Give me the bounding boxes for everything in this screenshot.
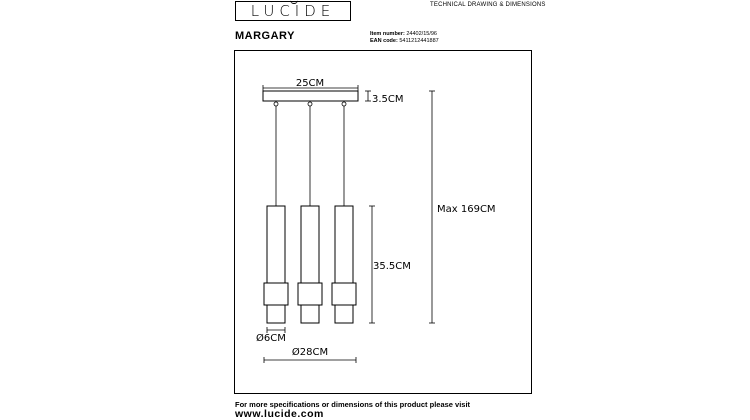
pendant-lamp-left	[264, 206, 288, 323]
brand-logo-text: LUCIDE	[250, 2, 336, 20]
pendant-lamp-right	[332, 206, 356, 323]
footer-note: For more specifications or dimensions of this product please visit	[235, 400, 471, 409]
item-number-value: 24402/15/96	[406, 31, 437, 37]
max-height-label: Max 169CM	[437, 204, 496, 215]
shade-height-label: 35.5CM	[373, 261, 411, 272]
canopy-height-label: 3.5CM	[372, 94, 404, 105]
canopy	[263, 91, 358, 101]
pendant-lamp-center	[298, 206, 322, 323]
ean-code-label: EAN code:	[370, 38, 398, 44]
shade-diameter-label: Ø6CM	[256, 333, 286, 344]
cable-mount-left	[274, 102, 278, 106]
cable-mount-center	[308, 102, 312, 106]
ean-code-value: 5411212441887	[399, 38, 439, 44]
product-name: MARGARY	[235, 30, 295, 42]
canopy-width-label: 25CM	[295, 78, 325, 89]
cable-mount-right	[342, 102, 346, 106]
website-link[interactable]: www.lucide.com	[235, 408, 324, 420]
total-width-label: Ø28CM	[291, 347, 329, 358]
document-type: TECHNICAL DRAWING & DIMENSIONS	[430, 2, 546, 8]
item-number-label: Item number:	[370, 31, 405, 37]
